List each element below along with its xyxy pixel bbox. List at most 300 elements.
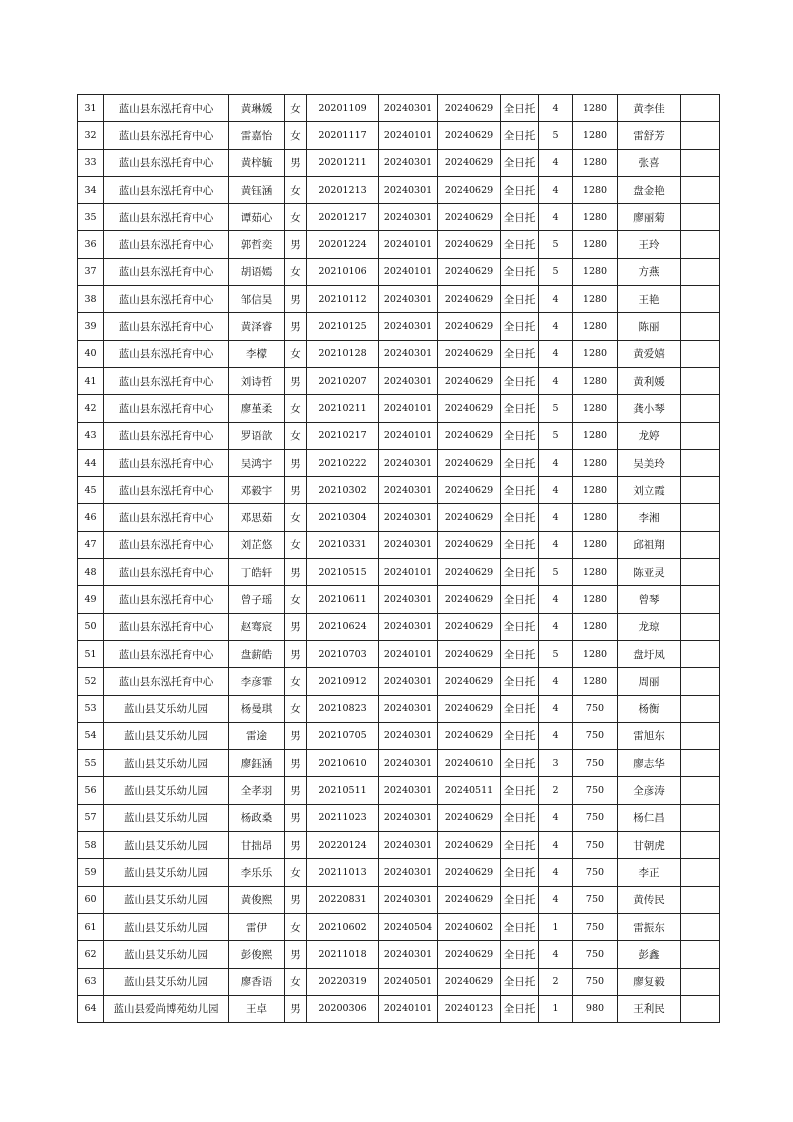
table-row xyxy=(78,286,720,313)
cell-child-name: 李檬 xyxy=(229,340,285,367)
cell-amount: 1280 xyxy=(573,449,618,476)
cell-gender: 男 xyxy=(285,286,307,313)
cell-guardian-name: 曾琴 xyxy=(618,586,681,613)
cell-birth-date: 20210511 xyxy=(307,777,379,804)
cell-gender: 男 xyxy=(285,640,307,667)
table-row xyxy=(78,941,720,968)
cell-child-name: 黄俊熙 xyxy=(229,886,285,913)
cell-gender: 男 xyxy=(285,313,307,340)
cell-remarks xyxy=(681,668,720,695)
cell-gender: 男 xyxy=(285,941,307,968)
cell-months: 4 xyxy=(539,832,573,859)
cell-child-name: 罗语歆 xyxy=(229,422,285,449)
cell-birth-date: 20211013 xyxy=(307,859,379,886)
cell-start-date: 20240101 xyxy=(379,422,438,449)
cell-birth-date: 20210705 xyxy=(307,722,379,749)
cell-start-date: 20240301 xyxy=(379,722,438,749)
cell-care-type: 全日托 xyxy=(501,559,539,586)
cell-child-name: 赵骞宸 xyxy=(229,613,285,640)
cell-guardian-name: 龚小琴 xyxy=(618,395,681,422)
cell-institution: 蓝山县艾乐幼儿园 xyxy=(104,804,229,831)
cell-end-date: 20240629 xyxy=(438,586,501,613)
cell-gender: 女 xyxy=(285,668,307,695)
cell-birth-date: 20210222 xyxy=(307,449,379,476)
cell-row-number: 32 xyxy=(78,122,104,149)
cell-start-date: 20240301 xyxy=(379,586,438,613)
cell-child-name: 甘拙昂 xyxy=(229,832,285,859)
cell-row-number: 59 xyxy=(78,859,104,886)
cell-remarks xyxy=(681,995,720,1022)
cell-institution: 蓝山县艾乐幼儿园 xyxy=(104,886,229,913)
cell-child-name: 雷伊 xyxy=(229,913,285,940)
cell-guardian-name: 盘金艳 xyxy=(618,176,681,203)
cell-institution: 蓝山县艾乐幼儿园 xyxy=(104,968,229,995)
cell-remarks xyxy=(681,777,720,804)
cell-institution: 蓝山县东泓托育中心 xyxy=(104,449,229,476)
cell-guardian-name: 廖志华 xyxy=(618,750,681,777)
cell-guardian-name: 甘朝虎 xyxy=(618,832,681,859)
cell-remarks xyxy=(681,504,720,531)
cell-end-date: 20240629 xyxy=(438,640,501,667)
cell-birth-date: 20210207 xyxy=(307,367,379,394)
cell-gender: 男 xyxy=(285,149,307,176)
cell-remarks xyxy=(681,449,720,476)
cell-institution: 蓝山县东泓托育中心 xyxy=(104,122,229,149)
cell-row-number: 31 xyxy=(78,95,104,122)
cell-care-type: 全日托 xyxy=(501,695,539,722)
cell-birth-date: 20210703 xyxy=(307,640,379,667)
cell-guardian-name: 黄利媛 xyxy=(618,367,681,394)
cell-institution: 蓝山县艾乐幼儿园 xyxy=(104,913,229,940)
cell-care-type: 全日托 xyxy=(501,804,539,831)
table-row xyxy=(78,859,720,886)
cell-birth-date: 20220319 xyxy=(307,968,379,995)
cell-remarks xyxy=(681,95,720,122)
cell-institution: 蓝山县东泓托育中心 xyxy=(104,559,229,586)
cell-birth-date: 20201117 xyxy=(307,122,379,149)
cell-birth-date: 20211023 xyxy=(307,804,379,831)
cell-start-date: 20240301 xyxy=(379,886,438,913)
cell-care-type: 全日托 xyxy=(501,149,539,176)
cell-guardian-name: 雷振东 xyxy=(618,913,681,940)
cell-remarks xyxy=(681,258,720,285)
table-row xyxy=(78,122,720,149)
cell-row-number: 55 xyxy=(78,750,104,777)
cell-months: 4 xyxy=(539,531,573,558)
cell-row-number: 41 xyxy=(78,367,104,394)
cell-remarks xyxy=(681,586,720,613)
table-row xyxy=(78,258,720,285)
cell-row-number: 54 xyxy=(78,722,104,749)
cell-start-date: 20240301 xyxy=(379,613,438,640)
cell-end-date: 20240629 xyxy=(438,204,501,231)
cell-guardian-name: 杨仁昌 xyxy=(618,804,681,831)
cell-start-date: 20240301 xyxy=(379,176,438,203)
table-row xyxy=(78,95,720,122)
cell-birth-date: 20210331 xyxy=(307,531,379,558)
cell-gender: 男 xyxy=(285,449,307,476)
cell-institution: 蓝山县艾乐幼儿园 xyxy=(104,695,229,722)
cell-birth-date: 20210128 xyxy=(307,340,379,367)
cell-gender: 男 xyxy=(285,750,307,777)
cell-row-number: 47 xyxy=(78,531,104,558)
cell-months: 4 xyxy=(539,449,573,476)
cell-birth-date: 20210106 xyxy=(307,258,379,285)
cell-start-date: 20240101 xyxy=(379,231,438,258)
cell-end-date: 20240629 xyxy=(438,258,501,285)
cell-gender: 女 xyxy=(285,95,307,122)
cell-remarks xyxy=(681,313,720,340)
cell-months: 5 xyxy=(539,422,573,449)
cell-months: 5 xyxy=(539,640,573,667)
cell-start-date: 20240101 xyxy=(379,122,438,149)
cell-child-name: 丁皓轩 xyxy=(229,559,285,586)
cell-amount: 1280 xyxy=(573,559,618,586)
cell-start-date: 20240301 xyxy=(379,668,438,695)
cell-start-date: 20240301 xyxy=(379,750,438,777)
cell-remarks xyxy=(681,941,720,968)
cell-child-name: 刘芷悠 xyxy=(229,531,285,558)
cell-care-type: 全日托 xyxy=(501,913,539,940)
table-row xyxy=(78,149,720,176)
cell-row-number: 42 xyxy=(78,395,104,422)
cell-birth-date: 20210602 xyxy=(307,913,379,940)
cell-start-date: 20240101 xyxy=(379,640,438,667)
cell-guardian-name: 龙琼 xyxy=(618,613,681,640)
cell-start-date: 20240301 xyxy=(379,695,438,722)
cell-end-date: 20240629 xyxy=(438,722,501,749)
cell-child-name: 黄梓毓 xyxy=(229,149,285,176)
cell-amount: 750 xyxy=(573,750,618,777)
cell-end-date: 20240629 xyxy=(438,668,501,695)
cell-care-type: 全日托 xyxy=(501,668,539,695)
cell-institution: 蓝山县艾乐幼儿园 xyxy=(104,859,229,886)
cell-months: 4 xyxy=(539,859,573,886)
cell-amount: 1280 xyxy=(573,122,618,149)
cell-months: 1 xyxy=(539,913,573,940)
cell-guardian-name: 廖复毅 xyxy=(618,968,681,995)
cell-remarks xyxy=(681,859,720,886)
cell-gender: 男 xyxy=(285,804,307,831)
cell-care-type: 全日托 xyxy=(501,367,539,394)
cell-row-number: 57 xyxy=(78,804,104,831)
cell-institution: 蓝山县艾乐幼儿园 xyxy=(104,777,229,804)
cell-gender: 男 xyxy=(285,995,307,1022)
cell-institution: 蓝山县东泓托育中心 xyxy=(104,531,229,558)
cell-start-date: 20240301 xyxy=(379,504,438,531)
cell-remarks xyxy=(681,750,720,777)
cell-guardian-name: 全彦涛 xyxy=(618,777,681,804)
cell-amount: 1280 xyxy=(573,477,618,504)
cell-months: 5 xyxy=(539,258,573,285)
cell-remarks xyxy=(681,367,720,394)
cell-child-name: 全孝羽 xyxy=(229,777,285,804)
cell-guardian-name: 李湘 xyxy=(618,504,681,531)
cell-start-date: 20240301 xyxy=(379,832,438,859)
cell-child-name: 郭哲奕 xyxy=(229,231,285,258)
cell-guardian-name: 周丽 xyxy=(618,668,681,695)
cell-remarks xyxy=(681,176,720,203)
cell-row-number: 33 xyxy=(78,149,104,176)
cell-months: 2 xyxy=(539,968,573,995)
cell-start-date: 20240101 xyxy=(379,395,438,422)
table-row xyxy=(78,613,720,640)
cell-birth-date: 20210611 xyxy=(307,586,379,613)
table-row xyxy=(78,204,720,231)
cell-months: 4 xyxy=(539,149,573,176)
cell-birth-date: 20220831 xyxy=(307,886,379,913)
cell-care-type: 全日托 xyxy=(501,586,539,613)
cell-care-type: 全日托 xyxy=(501,722,539,749)
cell-months: 4 xyxy=(539,95,573,122)
cell-remarks xyxy=(681,477,720,504)
cell-end-date: 20240629 xyxy=(438,395,501,422)
cell-gender: 男 xyxy=(285,886,307,913)
cell-gender: 男 xyxy=(285,367,307,394)
cell-row-number: 40 xyxy=(78,340,104,367)
cell-gender: 女 xyxy=(285,122,307,149)
cell-birth-date: 20210112 xyxy=(307,286,379,313)
cell-amount: 1280 xyxy=(573,204,618,231)
cell-row-number: 35 xyxy=(78,204,104,231)
cell-child-name: 廖香语 xyxy=(229,968,285,995)
cell-remarks xyxy=(681,286,720,313)
cell-months: 5 xyxy=(539,559,573,586)
cell-amount: 1280 xyxy=(573,668,618,695)
table-row xyxy=(78,422,720,449)
cell-end-date: 20240629 xyxy=(438,504,501,531)
cell-birth-date: 20201109 xyxy=(307,95,379,122)
cell-institution: 蓝山县东泓托育中心 xyxy=(104,367,229,394)
cell-months: 4 xyxy=(539,941,573,968)
cell-guardian-name: 方燕 xyxy=(618,258,681,285)
table-row xyxy=(78,477,720,504)
cell-row-number: 52 xyxy=(78,668,104,695)
cell-row-number: 36 xyxy=(78,231,104,258)
cell-amount: 1280 xyxy=(573,313,618,340)
table-row xyxy=(78,995,720,1022)
cell-child-name: 刘诗哲 xyxy=(229,367,285,394)
cell-start-date: 20240301 xyxy=(379,477,438,504)
cell-months: 4 xyxy=(539,286,573,313)
cell-care-type: 全日托 xyxy=(501,613,539,640)
cell-months: 4 xyxy=(539,804,573,831)
cell-gender: 女 xyxy=(285,859,307,886)
cell-child-name: 黄钰涵 xyxy=(229,176,285,203)
cell-birth-date: 20210610 xyxy=(307,750,379,777)
cell-end-date: 20240629 xyxy=(438,367,501,394)
cell-amount: 1280 xyxy=(573,422,618,449)
cell-remarks xyxy=(681,559,720,586)
cell-guardian-name: 王玲 xyxy=(618,231,681,258)
cell-months: 4 xyxy=(539,367,573,394)
cell-guardian-name: 雷旭东 xyxy=(618,722,681,749)
cell-care-type: 全日托 xyxy=(501,286,539,313)
cell-birth-date: 20201213 xyxy=(307,176,379,203)
cell-birth-date: 20211018 xyxy=(307,941,379,968)
cell-care-type: 全日托 xyxy=(501,832,539,859)
cell-birth-date: 20210125 xyxy=(307,313,379,340)
cell-row-number: 44 xyxy=(78,449,104,476)
cell-start-date: 20240301 xyxy=(379,286,438,313)
cell-gender: 男 xyxy=(285,477,307,504)
cell-row-number: 38 xyxy=(78,286,104,313)
table-row xyxy=(78,832,720,859)
cell-months: 4 xyxy=(539,668,573,695)
cell-start-date: 20240301 xyxy=(379,804,438,831)
cell-amount: 750 xyxy=(573,968,618,995)
cell-birth-date: 20210304 xyxy=(307,504,379,531)
cell-child-name: 黄泽睿 xyxy=(229,313,285,340)
cell-institution: 蓝山县东泓托育中心 xyxy=(104,613,229,640)
cell-child-name: 胡语嫣 xyxy=(229,258,285,285)
cell-care-type: 全日托 xyxy=(501,204,539,231)
cell-care-type: 全日托 xyxy=(501,995,539,1022)
cell-gender: 男 xyxy=(285,613,307,640)
cell-months: 2 xyxy=(539,777,573,804)
table-row xyxy=(78,586,720,613)
cell-birth-date: 20210624 xyxy=(307,613,379,640)
cell-gender: 男 xyxy=(285,832,307,859)
cell-end-date: 20240511 xyxy=(438,777,501,804)
cell-start-date: 20240501 xyxy=(379,968,438,995)
cell-care-type: 全日托 xyxy=(501,640,539,667)
cell-child-name: 廖鈺涵 xyxy=(229,750,285,777)
cell-guardian-name: 张喜 xyxy=(618,149,681,176)
cell-care-type: 全日托 xyxy=(501,859,539,886)
cell-care-type: 全日托 xyxy=(501,122,539,149)
cell-end-date: 20240629 xyxy=(438,968,501,995)
cell-start-date: 20240301 xyxy=(379,340,438,367)
cell-care-type: 全日托 xyxy=(501,477,539,504)
cell-remarks xyxy=(681,231,720,258)
cell-care-type: 全日托 xyxy=(501,95,539,122)
cell-end-date: 20240629 xyxy=(438,531,501,558)
cell-start-date: 20240101 xyxy=(379,995,438,1022)
cell-gender: 女 xyxy=(285,968,307,995)
cell-end-date: 20240629 xyxy=(438,559,501,586)
cell-gender: 男 xyxy=(285,722,307,749)
cell-remarks xyxy=(681,832,720,859)
cell-row-number: 51 xyxy=(78,640,104,667)
cell-institution: 蓝山县东泓托育中心 xyxy=(104,640,229,667)
cell-institution: 蓝山县东泓托育中心 xyxy=(104,286,229,313)
cell-amount: 750 xyxy=(573,722,618,749)
cell-end-date: 20240629 xyxy=(438,286,501,313)
table-row xyxy=(78,886,720,913)
cell-guardian-name: 彭鑫 xyxy=(618,941,681,968)
cell-start-date: 20240101 xyxy=(379,559,438,586)
cell-child-name: 谭茹心 xyxy=(229,204,285,231)
table-row xyxy=(78,449,720,476)
cell-birth-date: 20210515 xyxy=(307,559,379,586)
cell-guardian-name: 杨衡 xyxy=(618,695,681,722)
cell-birth-date: 20210823 xyxy=(307,695,379,722)
cell-remarks xyxy=(681,531,720,558)
cell-amount: 750 xyxy=(573,941,618,968)
cell-row-number: 45 xyxy=(78,477,104,504)
cell-end-date: 20240629 xyxy=(438,313,501,340)
cell-remarks xyxy=(681,695,720,722)
cell-child-name: 廖堇柔 xyxy=(229,395,285,422)
cell-child-name: 李乐乐 xyxy=(229,859,285,886)
cell-amount: 1280 xyxy=(573,395,618,422)
cell-guardian-name: 王利民 xyxy=(618,995,681,1022)
cell-months: 4 xyxy=(539,340,573,367)
cell-guardian-name: 陈丽 xyxy=(618,313,681,340)
cell-care-type: 全日托 xyxy=(501,531,539,558)
cell-birth-date: 20220124 xyxy=(307,832,379,859)
cell-remarks xyxy=(681,886,720,913)
cell-row-number: 39 xyxy=(78,313,104,340)
cell-remarks xyxy=(681,722,720,749)
cell-months: 4 xyxy=(539,477,573,504)
cell-months: 1 xyxy=(539,995,573,1022)
cell-care-type: 全日托 xyxy=(501,395,539,422)
cell-row-number: 64 xyxy=(78,995,104,1022)
table-row xyxy=(78,367,720,394)
cell-amount: 750 xyxy=(573,886,618,913)
table-row xyxy=(78,504,720,531)
cell-start-date: 20240301 xyxy=(379,531,438,558)
cell-institution: 蓝山县爱尚博苑幼儿园 xyxy=(104,995,229,1022)
cell-amount: 1280 xyxy=(573,367,618,394)
cell-child-name: 雷嘉怡 xyxy=(229,122,285,149)
cell-gender: 男 xyxy=(285,559,307,586)
cell-end-date: 20240629 xyxy=(438,449,501,476)
cell-remarks xyxy=(681,395,720,422)
cell-gender: 女 xyxy=(285,422,307,449)
cell-institution: 蓝山县东泓托育中心 xyxy=(104,231,229,258)
cell-care-type: 全日托 xyxy=(501,313,539,340)
cell-months: 4 xyxy=(539,886,573,913)
cell-care-type: 全日托 xyxy=(501,340,539,367)
cell-gender: 女 xyxy=(285,340,307,367)
cell-amount: 1280 xyxy=(573,149,618,176)
table-row xyxy=(78,913,720,940)
cell-remarks xyxy=(681,422,720,449)
cell-months: 5 xyxy=(539,395,573,422)
cell-end-date: 20240123 xyxy=(438,995,501,1022)
table-row xyxy=(78,777,720,804)
cell-amount: 1280 xyxy=(573,95,618,122)
cell-birth-date: 20210217 xyxy=(307,422,379,449)
cell-institution: 蓝山县东泓托育中心 xyxy=(104,504,229,531)
cell-end-date: 20240629 xyxy=(438,804,501,831)
cell-institution: 蓝山县东泓托育中心 xyxy=(104,586,229,613)
cell-guardian-name: 刘立霞 xyxy=(618,477,681,504)
cell-months: 4 xyxy=(539,204,573,231)
cell-end-date: 20240629 xyxy=(438,340,501,367)
cell-start-date: 20240504 xyxy=(379,913,438,940)
cell-institution: 蓝山县艾乐幼儿园 xyxy=(104,941,229,968)
cell-end-date: 20240629 xyxy=(438,832,501,859)
cell-guardian-name: 廖丽菊 xyxy=(618,204,681,231)
cell-birth-date: 20201211 xyxy=(307,149,379,176)
table-row xyxy=(78,559,720,586)
cell-start-date: 20240301 xyxy=(379,859,438,886)
cell-start-date: 20240301 xyxy=(379,777,438,804)
cell-row-number: 46 xyxy=(78,504,104,531)
cell-start-date: 20240301 xyxy=(379,367,438,394)
cell-remarks xyxy=(681,968,720,995)
cell-row-number: 48 xyxy=(78,559,104,586)
cell-end-date: 20240629 xyxy=(438,695,501,722)
cell-guardian-name: 陈亚灵 xyxy=(618,559,681,586)
cell-remarks xyxy=(681,804,720,831)
cell-guardian-name: 黄李佳 xyxy=(618,95,681,122)
cell-remarks xyxy=(681,122,720,149)
